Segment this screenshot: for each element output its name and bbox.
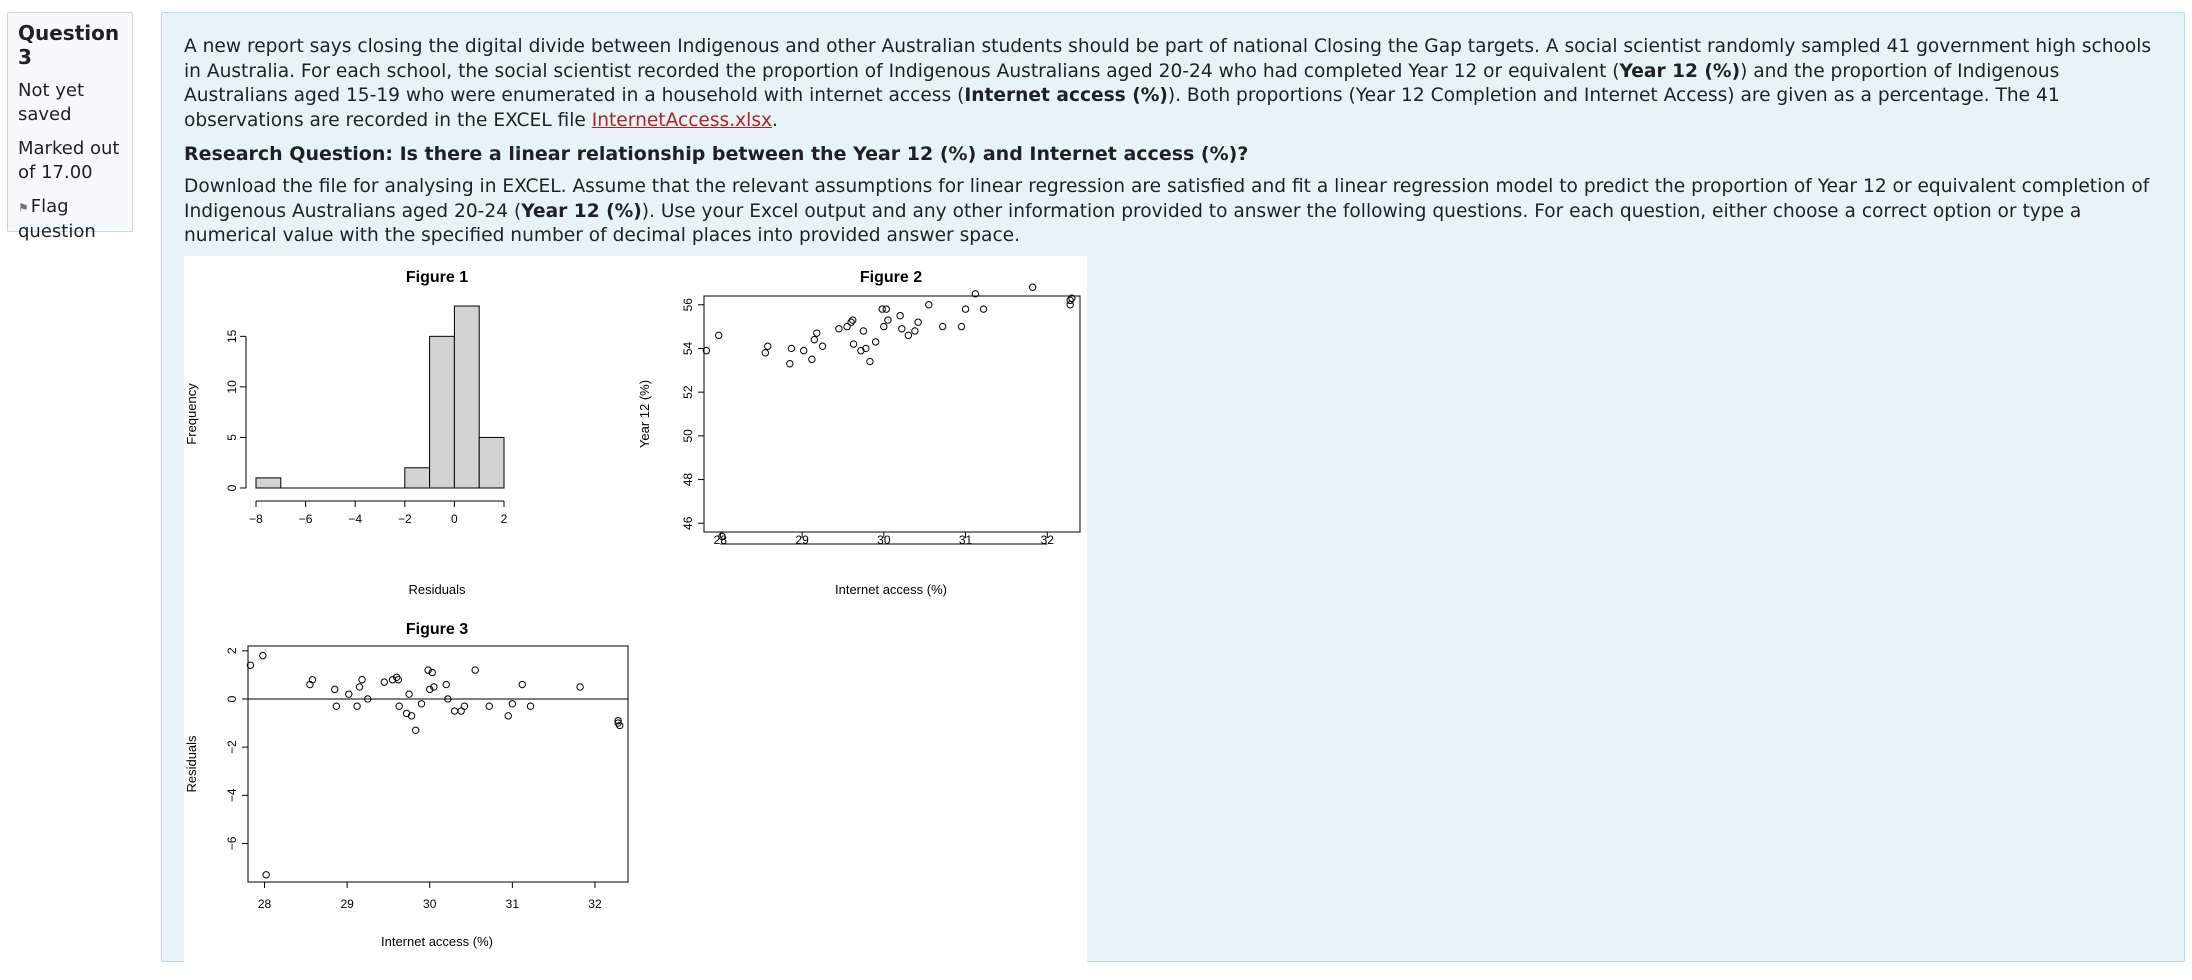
x-tick-label: 31 — [505, 897, 520, 911]
scatter-point — [716, 332, 722, 338]
residual-point — [260, 652, 266, 658]
x-tick-label: 29 — [340, 897, 354, 911]
x-tick-label: 30 — [423, 897, 437, 911]
scatter-point — [819, 343, 825, 349]
question-marks — [18, 137, 122, 185]
residual-point — [418, 701, 424, 707]
residual-point — [486, 703, 492, 709]
figure-2-plot-frame — [704, 296, 1080, 532]
x-tick-label: −2 — [397, 512, 412, 526]
figure-2-title: Figure 2 — [859, 269, 923, 286]
residual-point — [381, 679, 387, 685]
residual-point — [359, 677, 365, 683]
residual-point — [461, 703, 467, 709]
figure-1-xlabel: Residuals — [408, 582, 466, 597]
flag-label-2: question — [18, 221, 96, 242]
residual-point — [527, 703, 533, 709]
y-tick-label: 0 — [225, 484, 239, 492]
scatter-point — [1029, 284, 1035, 290]
x-tick-label: 29 — [795, 533, 809, 547]
figure-1-title: Figure 1 — [405, 269, 469, 286]
residual-point — [354, 703, 360, 709]
residual-point — [406, 691, 412, 697]
marks-line-2: of 17.00 — [18, 162, 93, 183]
excel-file-link[interactable]: InternetAccess.xlsx — [591, 109, 773, 131]
scatter-point — [905, 332, 911, 338]
figures-svg — [184, 256, 1087, 976]
research-question: Research Question: Is there a linear relationship between the Year 12 (%) and Internet access (%)? — [184, 143, 1249, 165]
scatter-point — [883, 306, 889, 312]
scatter-point — [962, 306, 968, 312]
scatter-point — [915, 319, 921, 325]
figure-2-ylabel: Year 12 (%) — [637, 379, 652, 449]
question-info-panel — [7, 12, 133, 242]
scatter-point — [811, 337, 817, 343]
scatter-point — [958, 323, 964, 329]
instr-text-2: ). Use your Excel output and any other information provided to answer the following questions. For each question, either choose a correct option or type a numerical value with the specified number of decimal places into provided answer space. — [184, 200, 2082, 246]
residual-point — [412, 727, 418, 733]
question-content — [161, 12, 2185, 962]
instr-variable: Year 12 (%) — [521, 200, 642, 222]
instr-text-1: Download the file for analysing in EXCEL. Assume that the relevant assumptions for linear regression are satisfied and fit a linear regression model to predict the proportion of Year 12 or equivalent completion of Indigenous Australians aged 20-24 ( — [184, 176, 2150, 222]
figure-1 — [184, 269, 508, 597]
y-tick-label: 46 — [681, 516, 695, 530]
scatter-point — [801, 347, 807, 353]
residual-point — [519, 681, 525, 687]
figure-3-y-axis — [225, 647, 248, 850]
scatter-point — [867, 358, 873, 364]
question-status — [18, 79, 122, 127]
histogram-bar — [405, 468, 430, 488]
figure-3-title: Figure 3 — [405, 621, 469, 638]
figure-2-y-axis — [681, 298, 704, 530]
figure-1-y-axis — [225, 329, 246, 491]
y-tick-label: −6 — [225, 836, 239, 851]
histogram-bar — [430, 336, 455, 488]
figure-1-ylabel: Frequency — [184, 383, 199, 445]
y-tick-label: 0 — [225, 695, 239, 703]
figure-2-x-axis — [714, 532, 1055, 547]
figure-3-points — [247, 652, 623, 878]
y-tick-label: 54 — [681, 341, 695, 356]
x-tick-label: 30 — [877, 533, 891, 547]
histogram-bar — [479, 437, 504, 488]
figure-1-x-axis — [249, 501, 508, 526]
scatter-point — [980, 306, 986, 312]
scatter-point — [872, 339, 878, 345]
scatter-point — [926, 302, 932, 308]
figure-3-xlabel: Internet access (%) — [381, 934, 493, 949]
residual-point — [346, 691, 352, 697]
flag-icon: ⚑ — [18, 201, 29, 215]
scatter-point — [765, 343, 771, 349]
scatter-point — [881, 323, 887, 329]
figure-2 — [637, 269, 1080, 597]
figure-3 — [184, 621, 628, 949]
residual-point — [396, 703, 402, 709]
x-tick-label: 32 — [1040, 533, 1054, 547]
scatter-point — [899, 326, 905, 332]
x-tick-label: −4 — [348, 512, 363, 526]
year12-variable: Year 12 (%) — [1619, 60, 1741, 82]
y-tick-label: 56 — [681, 298, 695, 312]
residual-point — [451, 708, 457, 714]
scatter-point — [809, 356, 815, 362]
y-tick-label: 15 — [225, 329, 239, 344]
flag-question-link[interactable] — [18, 195, 122, 244]
residual-point — [472, 667, 478, 673]
question-number: Question 3 — [18, 21, 120, 69]
x-tick-label: 28 — [257, 897, 272, 911]
figure-1-bars — [256, 306, 504, 488]
histogram-bar — [256, 478, 281, 488]
scatter-point — [836, 326, 842, 332]
intro-text-3: ). Both proportions (Year 12 Completion and Internet Access) are given as a percentage. The 41 observations are recorded in the EXCEL file — [184, 85, 2060, 131]
histogram-bar — [454, 306, 479, 488]
x-tick-label: 28 — [713, 533, 728, 547]
residual-point — [505, 713, 511, 719]
y-tick-label: −4 — [225, 788, 239, 803]
flag-label-1: Flag — [30, 196, 69, 217]
scatter-point — [860, 328, 866, 334]
status-line-2: saved — [18, 104, 72, 125]
figure-2-points — [703, 284, 1075, 540]
residual-point — [356, 684, 362, 690]
scatter-point — [787, 361, 793, 367]
y-tick-label: 52 — [681, 385, 695, 399]
residual-point — [333, 703, 339, 709]
x-tick-label: 2 — [500, 512, 508, 526]
intro-end: . — [772, 109, 778, 131]
intro-text-1: A new report says closing the digital divide between Indigenous and other Australian students should be part of national Closing the Gap targets. A social scientist randomly sampled 41 government high schools in Australia. For each school, the social scientist recorded the proportion of Indigenous Australians aged 20-24 who had completed Year 12 or equivalent ( — [184, 36, 2152, 82]
scatter-point — [850, 341, 856, 347]
residual-point — [443, 681, 449, 687]
status-line-1: Not yet — [18, 80, 85, 101]
residual-point — [577, 684, 583, 690]
y-tick-label: 10 — [225, 380, 239, 394]
figure-3-ylabel: Residuals — [184, 735, 199, 793]
figure-3-x-axis — [258, 882, 602, 911]
x-tick-label: −6 — [298, 512, 313, 526]
intro-text-2: ) and the proportion of Indigenous Australians aged 15-19 who were enumerated in a household with internet access ( — [184, 60, 2060, 106]
question-instructions — [184, 175, 2162, 249]
internet-variable: Internet access (%) — [964, 85, 1168, 106]
x-tick-label: −8 — [249, 512, 263, 526]
y-tick-label: 50 — [681, 429, 695, 443]
residual-point — [509, 701, 515, 707]
y-tick-label: 5 — [225, 434, 239, 441]
scatter-point — [912, 328, 918, 334]
scatter-point — [788, 345, 794, 351]
figure-2-xlabel: Internet access (%) — [835, 582, 947, 597]
scatter-point — [897, 312, 903, 318]
scatter-point — [762, 350, 768, 356]
scatter-point — [814, 330, 820, 336]
x-tick-label: 32 — [588, 897, 602, 911]
figure-3-plot-frame — [248, 646, 628, 882]
marks-line-1: Marked out — [18, 138, 120, 159]
y-tick-label: 2 — [225, 647, 239, 655]
residual-point — [263, 872, 269, 878]
y-tick-label: −2 — [225, 740, 239, 754]
x-tick-label: 0 — [451, 512, 458, 526]
figures-image — [184, 256, 1087, 976]
scatter-point — [939, 323, 945, 329]
y-tick-label: 48 — [681, 472, 695, 487]
x-tick-label: 31 — [958, 533, 973, 547]
residual-point — [332, 686, 338, 692]
scatter-point — [885, 317, 891, 323]
question-intro — [184, 35, 2162, 133]
